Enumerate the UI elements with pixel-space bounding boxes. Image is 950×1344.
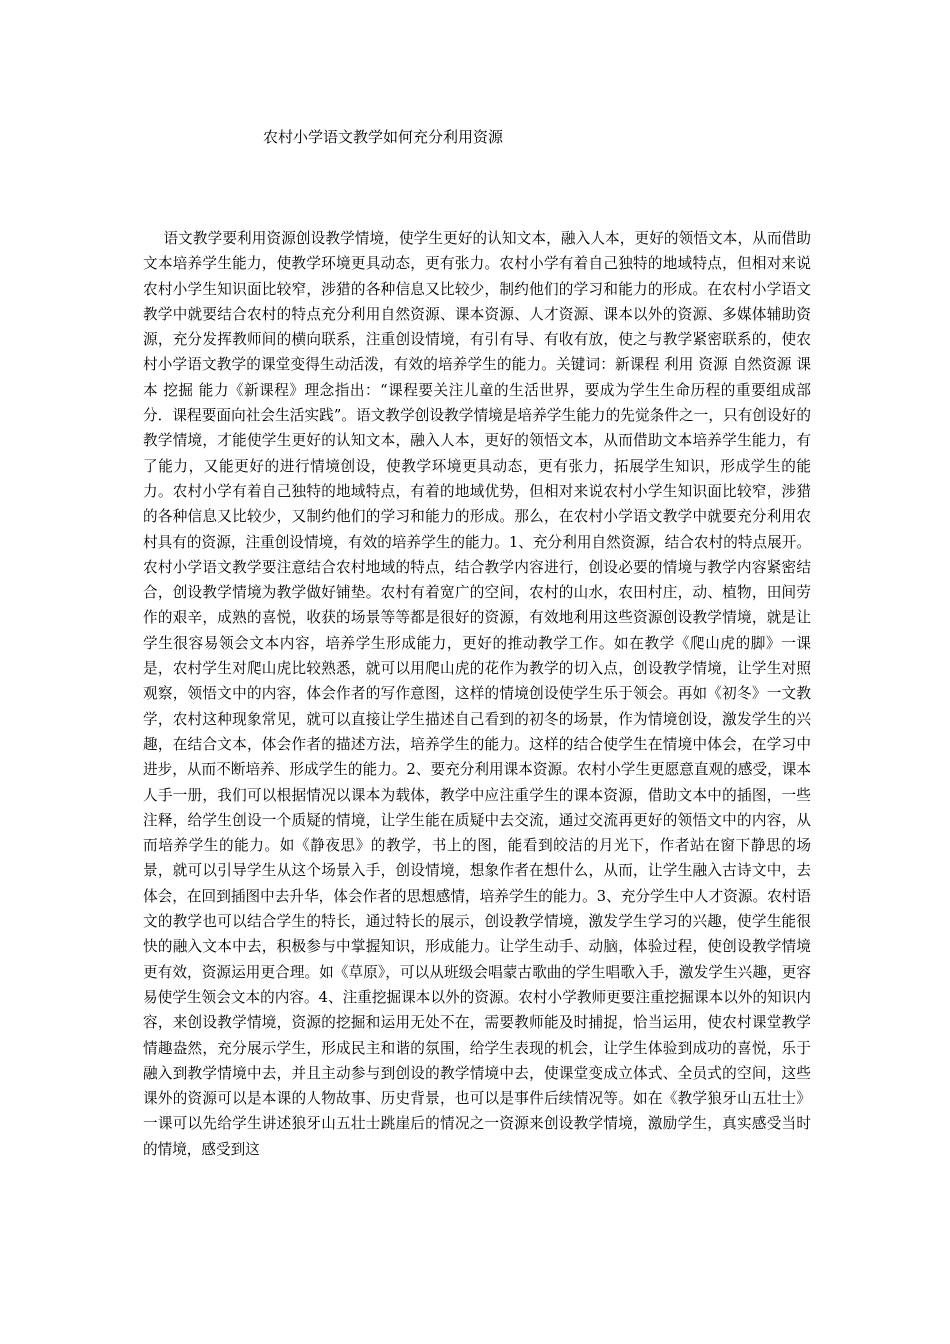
- document-body-paragraph: 语文教学要利用资源创设教学情境，使学生更好的认知文本，融入人本，更好的领悟文本，从而借助文本培养学生能力，使教学环境更具动态，更有张力。农村小学有着自己独特的地域特点，但相对来说农村小学生知识面比较窄，涉猎的各种信息又比较少，制约他们的学习和能力的形成。在农村小学语文教学中就要结合农村的特点充分利用自然资源、课本资源、人才资源、课本以外的资源、多媒体辅助资源，充分发挥教师间的横向联系，注重创设情境，有引有导、有收有放，使之与教学紧密联系的，使农村小学语文教学的课堂变得生动活泼，有效的培养学生的能力。关键词：新课程 利用 资源 自然资源 课本 挖掘 能力《新课程》理念指出：“课程要关注儿童的生活世界，要成为学生生命历程的重要组成部分．课程要面向社会生活实践”。语文教学创设教学情境是培养学生能力的先觉条件之一，只有创设好的教学情境，才能使学生更好的认知文本，融入人本，更好的领悟文本，从而借助文本培养学生能力，有了能力，又能更好的进行情境创设，使教学环境更具动态，更有张力，拓展学生知识，形成学生的能力。农村小学有着自己独特的地域特点，有着的地域优势，但相对来说农村小学生知识面比较窄，涉猎的各种信息又比较少，又制约他们的学习和能力的形成。那么，在农村小学语文教学中就要充分利用农村具有的资源，注重创设情境，有效的培养学生的能力。1、充分利用自然资源，结合农村的特点展开。农村小学语文教学要注意结合农村地域的特点，结合教学内容进行，创设必要的情境与教学内容紧密结合，创设教学情境为教学做好铺垫。农村有着宽广的空间，农村的山水，农田村庄，动、植物，田间劳作的艰辛，成熟的喜悦，收获的场景等等都是很好的资源，有效地利用这些资源创设教学情境，就是让学生很容易领会文本内容，培养学生形成能力，更好的推动教学工作。如在教学《爬山虎的脚》一课是，农村学生对爬山虎比较熟悉，就可以用爬山虎的花作为教学的切入点，创设教学情境，让学生对照观察，领悟文中的内容，体会作者的写作意图，这样的情境创设使学生乐于领会。再如《初冬》一文教学，农村这种现象常见，就可以直接让学生描述自己看到的初冬的场景，作为情境创设，激发学生的兴趣，在结合文本，体会作者的描述方法，培养学生的能力。这样的结合使学生在情境中体会，在学习中进步，从而不断培养、形成学生的能力。2、要充分利用课本资源。农村小学生更愿意直观的感受，课本人手一册，我们可以根据情况以课本为载体，教学中应注重学生的课本资源，借助文本中的插图，一些注释，给学生创设一个质疑的情境，让学生能在质疑中去交流，通过交流再更好的领悟文中的内容，从而培养学生的能力。如《静夜思》的教学，书上的图，能看到皎洁的月光下，作者站在窗下静思的场景，就可以引导学生从这个场景入手，创设情境，想象作者在想什么，从而，让学生融入古诗文中，去体会，在回到插图中去升华，体会作者的思想感情，培养学生的能力。3、充分学生中人才资源。农村语文的教学也可以结合学生的特长，通过特长的展示，创设教学情境，激发学生学习的兴趣，使学生能很快的融入文本中去，积极参与中掌握知识，形成能力。让学生动手、动脑，体验过程，使创设教学情境更有效，资源运用更合理。如《草原》，可以从班级会唱蒙古歌曲的学生唱歌入手，激发学生兴趣，更容易使学生领会文本的内容。4、注重挖掘课本以外的资源。农村小学教师更要注重挖掘课本以外的知识内容，来创设教学情境，资源的挖掘和运用无处不在，需要教师能及时捕捉，恰当运用，使农村课堂教学情趣盎然，充分展示学生，形成民主和谐的氛围，给学生表现的机会，让学生体验到成功的喜悦，乐于融入到教学情境中去，并且主动参与到创设的教学情境中去，使课堂变成立体式、全员式的空间，这些课外的资源可以是本课的人物故事、历史背景，也可以是事件后续情况等。如在《教学狼牙山五壮士》一课可以先给学生讲述狼牙山五壮士跳崖后的情况之一资源来创设教学情境，激励学生，真实感受当时的情境，感受到这: [143, 230, 811, 1158]
- document-title: 农村小学语文教学如何充分利用资源: [263, 128, 504, 146]
